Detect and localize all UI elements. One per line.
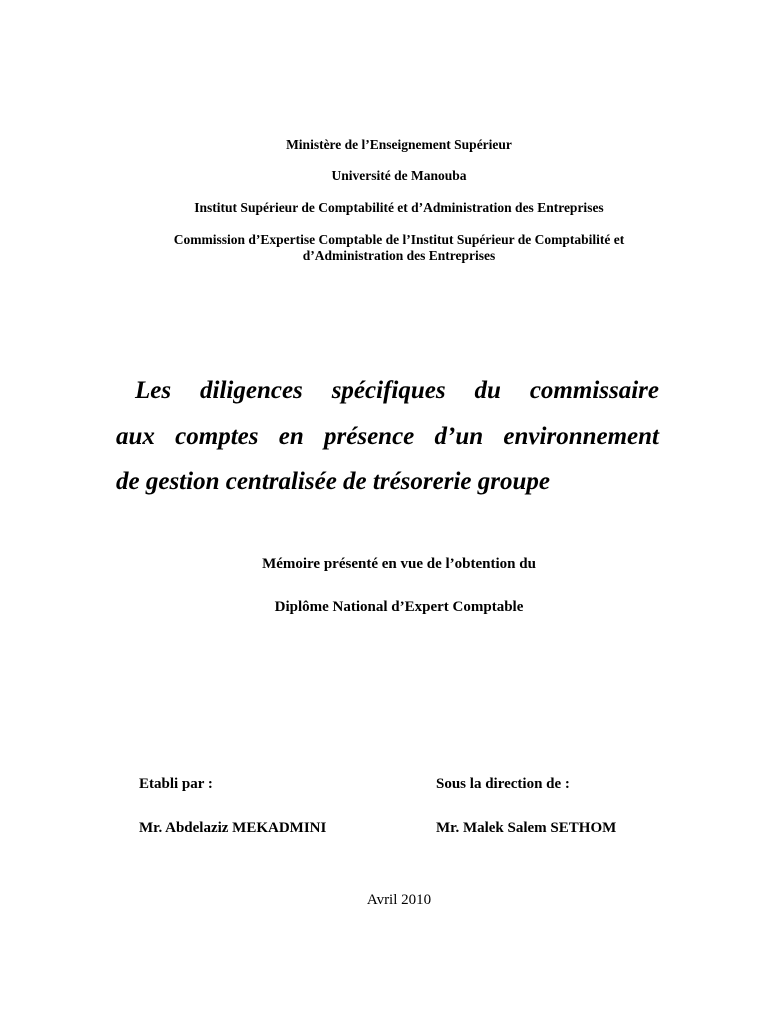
ministry-name: Ministère de l’Enseignement Supérieur — [286, 137, 512, 152]
diploma-name: Diplôme National d’Expert Comptable — [274, 599, 524, 615]
institute-name: Institut Supérieur de Comptabilité et d’Administration des Entreprises — [194, 200, 604, 215]
commission-name-line1: Commission d’Expertise Comptable de l’Institut Supérieur de Comptabilité et — [173, 232, 625, 247]
thesis-title-line1: Les diligences spécifiques du commissaire — [135, 377, 659, 404]
thesis-title-line3: de gestion centralisée de trésorerie groupe — [116, 468, 550, 495]
submission-date: Avril 2010 — [366, 892, 432, 908]
university-name: Université de Manouba — [331, 168, 467, 183]
supervisor-name: Mr. Malek Salem SETHOM — [436, 820, 617, 836]
prepared-by-label: Etabli par : — [139, 776, 213, 792]
author-name: Mr. Abdelaziz MEKADMINI — [139, 820, 327, 836]
commission-name-line2: d’Administration des Entreprises — [302, 248, 496, 263]
thesis-purpose: Mémoire présenté en vue de l’obtention du — [262, 556, 536, 572]
supervised-by-label: Sous la direction de : — [436, 776, 570, 792]
thesis-title-line2: aux comptes en présence d’un environnement — [116, 423, 659, 450]
